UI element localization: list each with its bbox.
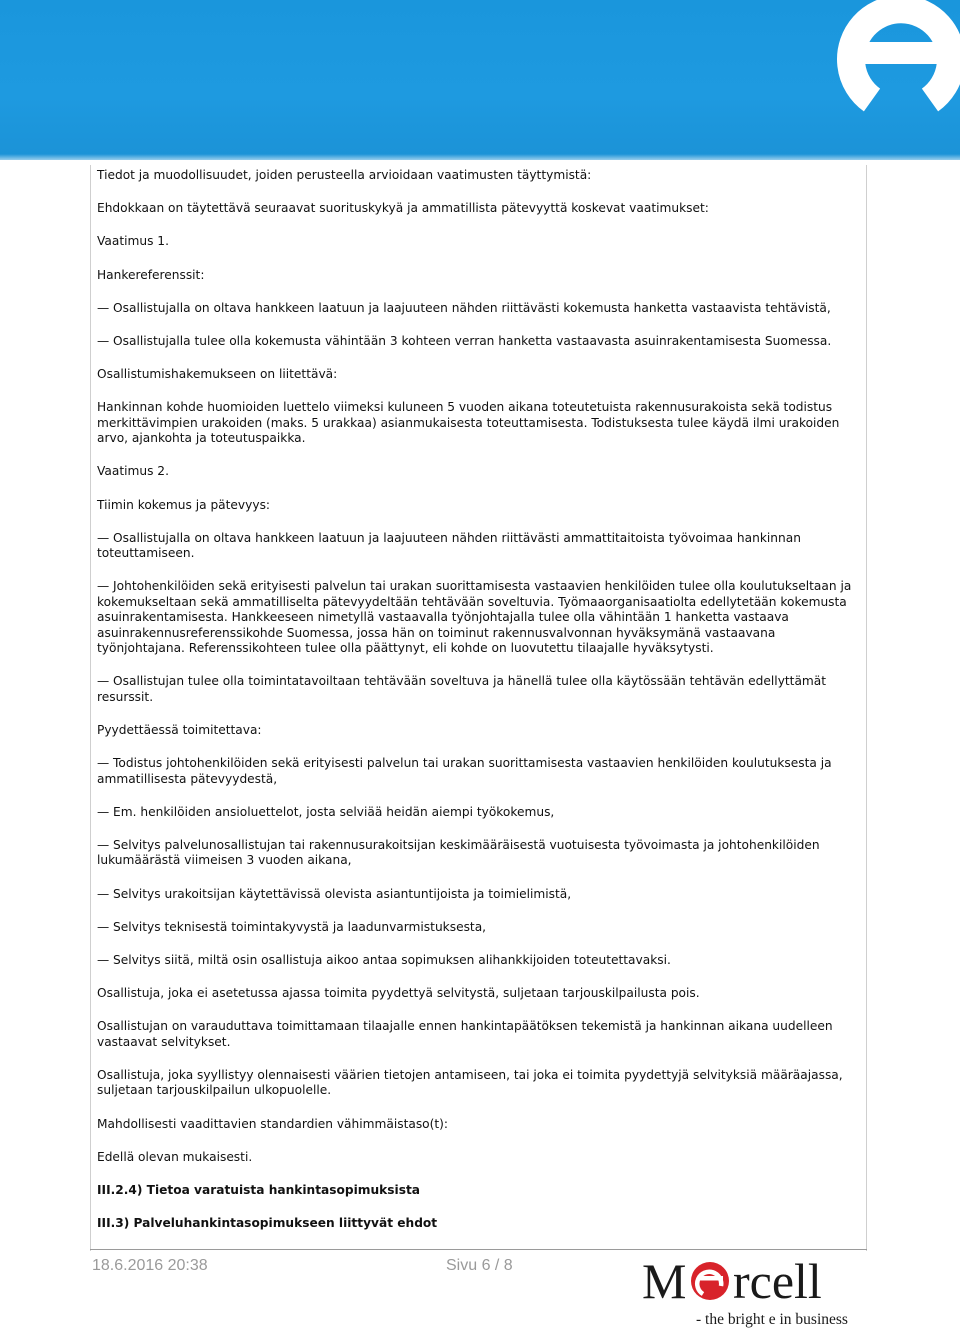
list-item: — Selvitys urakoitsijan käytettävissä olevista asiantuntijoista ja toimielimistä, bbox=[97, 886, 572, 901]
document-body bbox=[97, 168, 859, 1232]
footer-page-number: Sivu 6 / 8 bbox=[446, 1257, 513, 1274]
list-item: — Selvitys siitä, miltä osin osallistuja aikoo antaa sopimuksen alihankkijoiden toteutettavaksi. bbox=[97, 952, 671, 967]
frame-line-left bbox=[90, 165, 91, 1251]
list-item: — Todistus johtohenkilöiden sekä erityisesti palvelun tai urakan suorittamisesta vastaavien henkilöiden koulutuksesta ja ammatillisesta pätevyydestä, bbox=[97, 756, 832, 786]
list-item: — Osallistujalla on oltava hankkeen laatuun ja laajuuteen nähden riittävästi kokemusta hanketta vastaavista tehtävistä, bbox=[97, 300, 831, 315]
header-banner bbox=[0, 0, 960, 160]
frame-line-right bbox=[866, 165, 867, 1251]
list-item: — Osallistujalla on oltava hankkeen laatuun ja laajuuteen nähden riittävästi ammattitaitoista työvoimaa hankinnan toteuttamiseen. bbox=[97, 530, 801, 561]
mercell-e-icon bbox=[812, 0, 960, 112]
paragraph: Pyydettäessä toimitettava: bbox=[97, 722, 262, 737]
paragraph: Osallistumishakemukseen on liitettävä: bbox=[97, 367, 338, 382]
paragraph: Osallistuja, joka syyllistyy olennaisesti väärien tietojen antamiseen, tai joka ei toimita pyydettyjä selvityksiä määräajassa, suljetaan tarjouskilpailun ulkopuolelle. bbox=[97, 1067, 843, 1098]
logo-letter-m: M bbox=[642, 1253, 687, 1309]
section-heading: III.3) Palveluhankintasopimukseen liittyvät ehdot bbox=[97, 1216, 438, 1231]
list-item: — Selvitys palvelunosallistujan tai rakennusurakoitsijan keskimääräisestä vuotuisesta työvoimasta ja johtohenkilöiden lukumäärästä viimeisen 3 vuoden aikana, bbox=[97, 837, 820, 868]
footer-date: 18.6.2016 20:38 bbox=[92, 1257, 208, 1274]
paragraph: Hankereferenssit: bbox=[97, 267, 205, 282]
paragraph: Mahdollisesti vaadittavien standardien vähimmäistaso(t): bbox=[97, 1116, 449, 1131]
paragraph: Ehdokkaan on täytettävä seuraavat suorituskykyä ja ammatillista pätevyyttä koskevat vaatimukset: bbox=[97, 201, 709, 216]
paragraph: Tiimin kokemus ja pätevyys: bbox=[97, 497, 271, 512]
list-item: — Em. henkilöiden ansioluettelot, josta selviää heidän aiempi työkokemus, bbox=[97, 804, 555, 819]
paragraph: Vaatimus 1. bbox=[97, 234, 169, 249]
list-item: — Osallistujan tulee olla toimintatavoiltaan tehtävään soveltuva ja hänellä tulee olla käytössään tehtävän edellyttämät resurssit. bbox=[97, 674, 827, 704]
paragraph: Vaatimus 2. bbox=[97, 464, 169, 479]
logo-letters-rcell: rcell bbox=[733, 1253, 822, 1309]
paragraph: Hankinnan kohde huomioiden luettelo viimeksi kuluneen 5 vuoden aikana toteutetuista rakennusurakoista sekä todistus merkittävimpien urakoiden (maks. 5 urakkaa) asianmukaisesta toteuttamisesta. Todistuksesta tulee käydä ilmi urakoiden arvo, ajankohta ja toteutuspaikka. bbox=[97, 400, 840, 446]
paragraph: Tiedot ja muodollisuudet, joiden perusteella arvioidaan vaatimusten täyttymistä: bbox=[97, 168, 592, 182]
logo-tagline: - the bright e in business bbox=[696, 1311, 848, 1328]
paragraph: Osallistuja, joka ei asetetussa ajassa toimita pyydettyä selvitystä, suljetaan tarjouskilpailusta pois. bbox=[97, 986, 700, 1001]
list-item: — Osallistujalla tulee olla kokemusta vähintään 3 kohteen verran hanketta vastaavasta asuinrakentamisesta Suomessa. bbox=[97, 334, 832, 349]
list-item: — Johtohenkilöiden sekä erityisesti palvelun tai urakan suorittamisesta vastaavien henkilöiden tulee olla koulutukseltaan ja kokemukseltaan sekä ammatilliselta pätevyydeltään tehtävään soveltuvia. Työmaaorganisaatiolta edellytetään kokemusta asuinrakentamisesta. Hankkeeseen nimetyllä vastaavalla työnjohtajalla tulee olla vähintään 1 hanketta vastaava asuinrakennusreferenssikohde Suomessa, jossa hän on toiminut rakennusvalvonnan hyväksymänä vastaavana työnjohtajana. Referenssikohteen tulee olla päättynyt, eli kohde on luovutettu tilaajalle hyväksytysti. bbox=[97, 579, 852, 656]
section-heading: III.2.4) Tietoa varatuista hankintasopimuksista bbox=[97, 1182, 421, 1197]
list-item: — Selvitys teknisestä toimintakyvystä ja laadunvarmistuksesta, bbox=[97, 919, 487, 934]
mercell-logo bbox=[640, 1250, 870, 1329]
paragraph: Osallistujan on varauduttava toimittamaan tilaajalle ennen hankintapäätöksen tekemistä ja hankinnan aikana uudelleen vastaavat selvitykset. bbox=[97, 1019, 833, 1049]
paragraph: Edellä olevan mukaisesti. bbox=[97, 1149, 253, 1164]
